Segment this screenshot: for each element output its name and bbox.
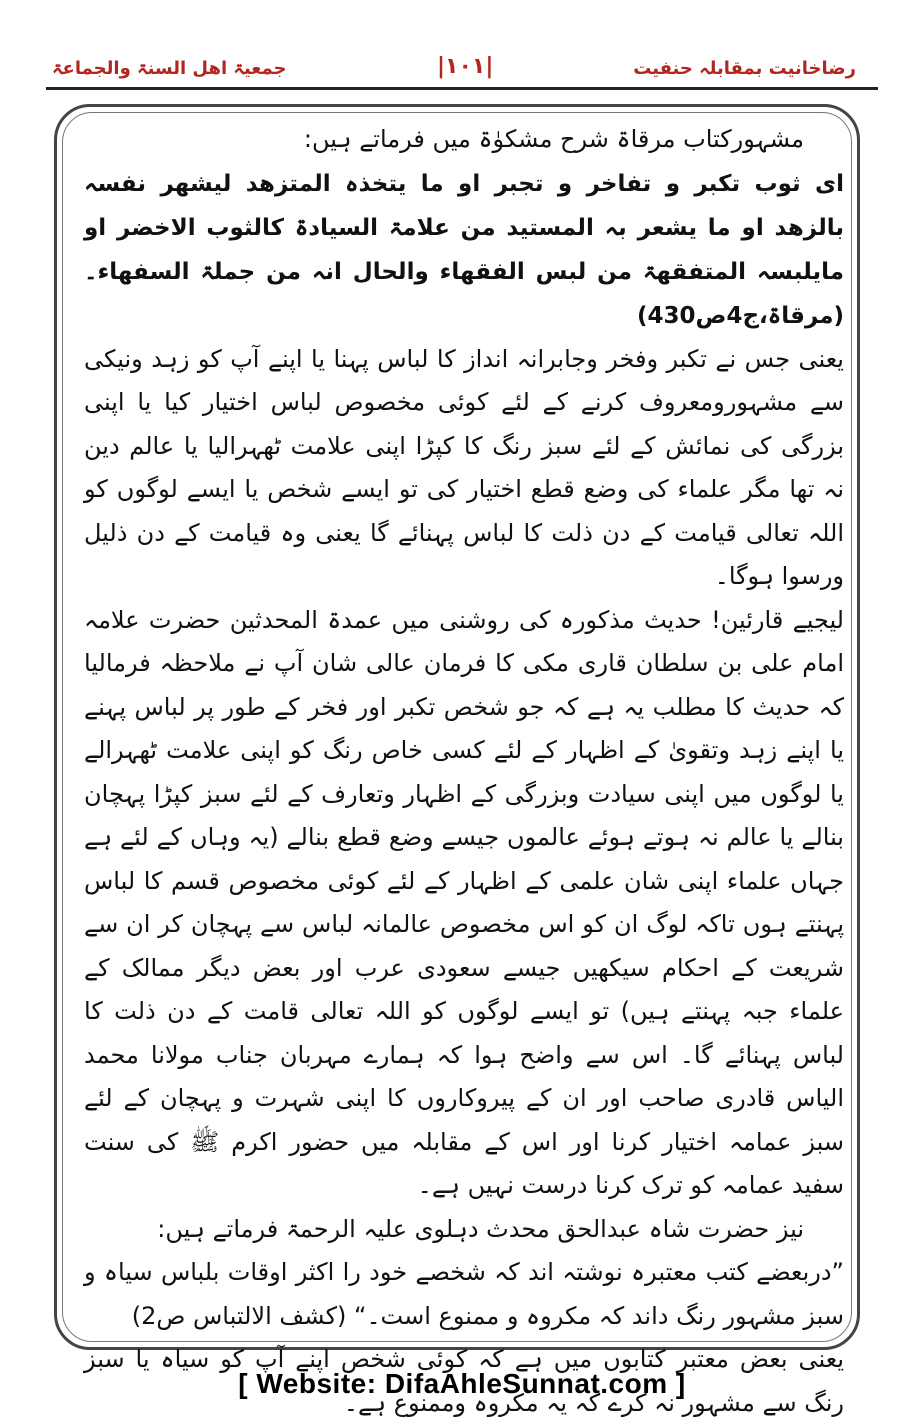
paragraph-persian-quote: ”دربعضے کتب معتبرہ نوشتہ اند کہ شخصے خود را اکثر اوقات بلباس سیاہ و سبز مشہور رنگ داند کہ مکروہ و ممنوع است۔“ (کشف الالتباس ص2) xyxy=(84,1258,844,1330)
book-title: رضاخانیت بمقابلہ حنفیت xyxy=(633,58,856,79)
paragraph-intro-mirqat: مشہورکتاب مرقاۃ شرح مشکوٰۃ میں فرماتے ہیں: xyxy=(303,125,804,153)
paragraph-arabic-quote: ای ثوب تکبر و تفاخر و تجبر او ما یتخذہ المتزھد لیشھر نفسہ بالزھد او ما یشعر بہ المستید من علامۃ السیادۃ کالثوب الاخضر او مایلبسہ المتفقھۃ من لبس الفقھاء والحال انہ من جملۃ السفھاء۔ (مرقاۃ،ج4ص430) xyxy=(84,170,844,329)
paragraph-intro-dehlvi: نیز حضرت شاہ عبدالحق محدث دہلوی علیہ الرحمۃ فرماتے ہیں: xyxy=(157,1214,804,1243)
paragraph-commentary: لیجیے قارئین! حدیث مذکورہ کی روشنی میں عمدۃ المحدثین حضرت علامہ امام علی بن سلطان قاری مکی کا فرمان عالی شان آپ نے ملاحظہ فرمالیا کہ حدیث کا مطلب یہ ہے کہ جو شخص تکبر اور فخر کے طور پر لباس پہنے یا اپنے زہد وتقویٰ کے اظہار کے لئے کسی خاص رنگ کو اپنی علامت ٹھہرالے یا لوگوں میں اپنی سیادت وبزرگی کے اظہار وتعارف کے لئے سبز کپڑا پہچان بنالے یا عالم نہ ہوتے ہوئے عالموں جیسے وضع قطع بنالے (یہ وہاں کے لئے ہے جہاں علماء اپنی شان علمی کے اظہار کے لئے کوئی مخصوص قسم کا لباس پہنتے ہوں تاکہ لوگ ان کو اس مخصوص عالمانہ لباس سے پہچان کر ان سے شریعت کے احکام سیکھیں جیسے سعودی عرب اور بعض دیگر ممالک کے علماء جبہ پہنتے ہیں) تو ایسے لوگوں کو اللہ تعالی قامت کے دن ذلت کا لباس پہنائے گا۔ اس سے واضح ہوا کہ ہمارے مہربان جناب مولانا محمد الیاس قادری صاحب اور ان کے پیروکاروں کا اپنی شہرت و پہچان کے لئے سبز عمامہ اختیار کرنا اور اس کے مقابلہ میں حضور اکرم ﷺ کی سنت سفید عمامہ کو ترک کرنا درست نہیں ہے۔ xyxy=(84,605,845,1199)
page-number: |۱۰۱| xyxy=(437,54,494,79)
page-header xyxy=(0,48,924,88)
paragraph-final-translation: یعنی بعض معتبر کتابوں میں ہے کہ کوئی شخص اپنے آپ کو سیاہ یا سبز رنگ سے مشہور نہ کرے کہ یہ مکروہ وممنوع ہے۔ xyxy=(84,1345,844,1417)
website-footer: [ Website: DifaAhleSunnat.com ] xyxy=(238,1368,686,1399)
organization-title: جمعیۃ اهل السنۃ والجماعۃ xyxy=(52,58,287,79)
paragraph-translation: یعنی جس نے تکبر وفخر وجابرانہ انداز کا لباس پہنا یا اپنے آپ کو زہد ونیکی سے مشہورومعروف کرنے کے لئے کوئی مخصوص لباس اختیار کیا یا اپنی بزرگی کی نمائش کے لئے سبز رنگ کا کپڑا اپنی علامت ٹھہرالیا یا عالم دین نہ تھا مگر علماء کی وضع قطع اختیار کی تو ایسے شخص یا ایسے لوگوں کو اللہ تعالی قیامت کے دن ذلت کا لباس پہنائے گا یعنی وہ قیامت کے دن ذلیل ورسوا ہوگا۔ xyxy=(84,344,844,590)
header-divider xyxy=(46,87,878,90)
